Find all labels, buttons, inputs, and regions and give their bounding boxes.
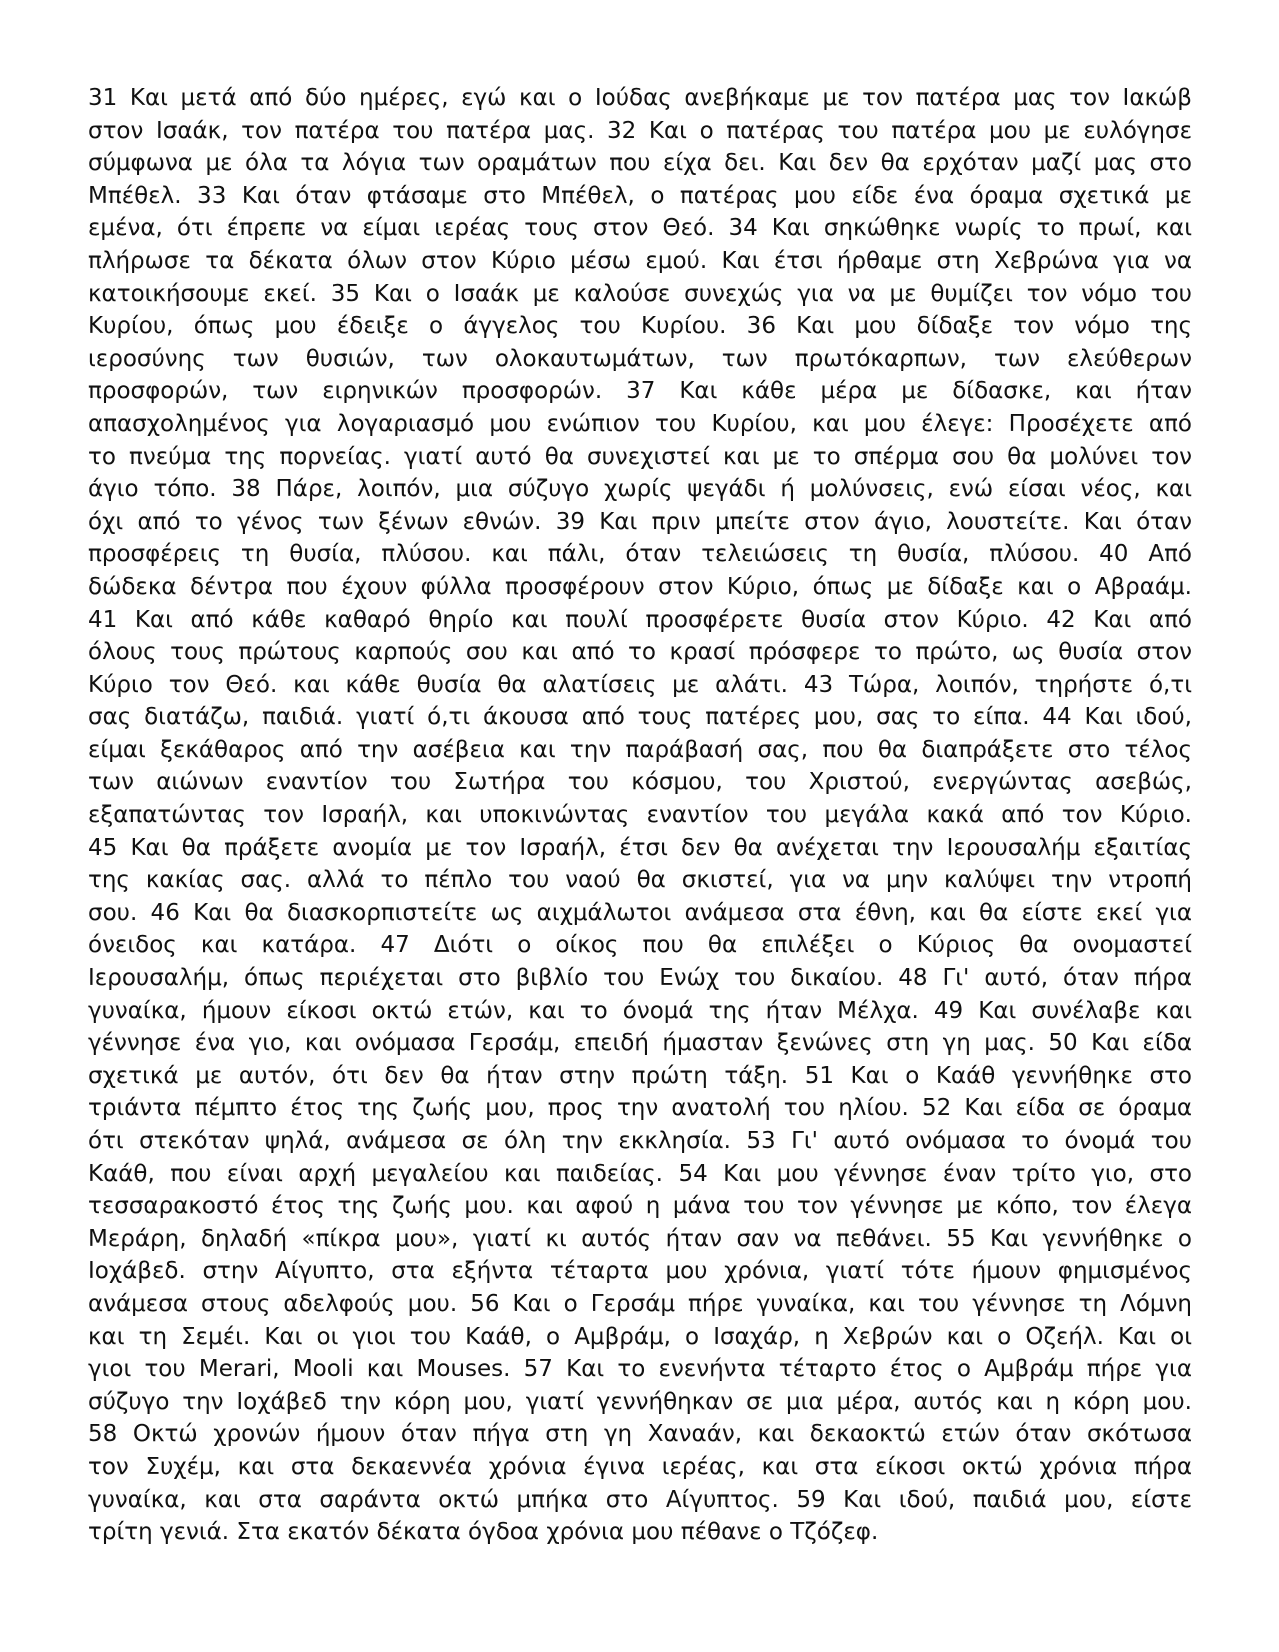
text-line: των αιώνων εναντίον του Σωτήρα του κόσμου, του Χριστού, ενεργώντας ασεβώς, — [88, 769, 1192, 796]
text-line: εμένα, ότι έπρεπε να είμαι ιερέας τους στον Θεό. 34 Και σηκώθηκε νωρίς το πρωί, και — [88, 215, 1192, 242]
text-line: στον Ισαάκ, τον πατέρα του πατέρα μας. 32 Και ο πατέρας του πατέρα μου με ευλόγησε — [88, 117, 1192, 144]
document-page — [88, 82, 1192, 1549]
text-line: εξαπατώντας τον Ισραήλ, και υποκινώντας εναντίον του μεγάλα κακά από τον Κύριο. — [88, 802, 1192, 829]
text-line: όλους τους πρώτους καρπούς σου και από το κρασί πρόσφερε το πρώτο, ως θυσία στον — [88, 639, 1192, 666]
text-line: σας διατάζω, παιδιά. γιατί ό,τι άκουσα από τους πατέρες μου, σας το είπα. 44 Και ιδού, — [88, 704, 1192, 731]
text-line: 31 Και μετά από δύο ημέρες, εγώ και ο Ιούδας ανεβήκαμε με τον πατέρα μας τον Ιακώβ — [88, 85, 1192, 111]
text-line: όχι από το γένος των ξένων εθνών. 39 Και πριν μπείτε στον άγιο, λουστείτε. Και όταν — [88, 508, 1192, 535]
text-line: είμαι ξεκάθαρος από την ασέβεια και την παράβασή σας, που θα διαπράξετε στο τέλος — [88, 736, 1192, 763]
text-line: ιεροσύνης των θυσιών, των ολοκαυτωμάτων, των πρωτόκαρπων, των ελεύθερων — [88, 345, 1192, 372]
text-line: το πνεύμα της πορνείας. γιατί αυτό θα συνεχιστεί και με το σπέρμα σου θα μολύνει τον — [88, 443, 1192, 470]
text-line: 41 Και από κάθε καθαρό θηρίο και πουλί προσφέρετε θυσία στον Κύριο. 42 Και από — [88, 606, 1192, 633]
text-line: άγιο τόπο. 38 Πάρε, λοιπόν, μια σύζυγο χωρίς ψεγάδι ή μολύνσεις, ενώ είσαι νέος, και — [88, 476, 1192, 503]
text-line: ανάμεσα στους αδελφούς μου. 56 Και ο Γερσάμ πήρε γυναίκα, και του γέννησε τη Λόμνη — [88, 1290, 1192, 1317]
text-line: 45 Και θα πράξετε ανομία με τον Ισραήλ, έτσι δεν θα ανέχεται την Ιερουσαλήμ εξαιτίας — [88, 834, 1192, 861]
text-line: γιοι του Merari, Mooli και Mouses. 57 Και το ενενήντα τέταρτο έτος ο Αμβράμ πήρε για — [88, 1356, 1192, 1383]
text-line: Κύριο τον Θεό. και κάθε θυσία θα αλατίσεις με αλάτι. 43 Τώρα, λοιπόν, τηρήστε ό,τι — [88, 671, 1192, 698]
text-line: γυναίκα, και στα σαράντα οκτώ μπήκα στο Αίγυπτος. 59 Και ιδού, παιδιά μου, είστε — [88, 1486, 1192, 1513]
text-line: 58 Οκτώ χρονών ήμουν όταν πήγα στη γη Χαναάν, και δεκαοκτώ ετών όταν σκότωσα — [88, 1421, 1192, 1448]
text-line: γέννησε ένα γιο, και ονόμασα Γερσάμ, επειδή ήμασταν ξενώνες στη γη μας. 50 Και είδα — [88, 1030, 1192, 1057]
text-line: της κακίας σας. αλλά το πέπλο του ναού θα σκιστεί, για να μην καλύψει την ντροπή — [88, 867, 1192, 894]
text-line: τεσσαρακοστό έτος της ζωής μου. και αφού η μάνα του τον γέννησε με κόπο, τον έλεγα — [88, 1193, 1192, 1220]
text-line: σχετικά με αυτόν, ότι δεν θα ήταν στην πρώτη τάξη. 51 Και ο Καάθ γεννήθηκε στο — [88, 1062, 1192, 1089]
text-line: Καάθ, που είναι αρχή μεγαλείου και παιδείας. 54 Και μου γέννησε έναν τρίτο γιο, στο — [88, 1160, 1192, 1187]
text-line: προσφορών, των ειρηνικών προσφορών. 37 Και κάθε μέρα με δίδασκε, και ήταν — [88, 378, 1192, 405]
text-line: όνειδος και κατάρα. 47 Διότι ο οίκος που θα επιλέξει ο Κύριος θα ονομαστεί — [88, 932, 1192, 959]
text-line: σου. 46 Και θα διασκορπιστείτε ως αιχμάλωτοι ανάμεσα στα έθνη, και θα είστε εκεί για — [88, 899, 1192, 926]
text-line: δώδεκα δέντρα που έχουν φύλλα προσφέρουν στον Κύριο, όπως με δίδαξε και ο Αβραάμ. — [88, 573, 1192, 600]
text-line: απασχολημένος για λογαριασμό μου ενώπιον του Κυρίου, και μου έλεγε: Προσέχετε από — [88, 410, 1192, 437]
text-line: γυναίκα, ήμουν είκοσι οκτώ ετών, και το όνομά της ήταν Μέλχα. 49 Και συνέλαβε και — [88, 997, 1192, 1024]
text-line: τον Συχέμ, και στα δεκαεννέα χρόνια έγινα ιερέας, και στα είκοσι οκτώ χρόνια πήρα — [88, 1453, 1192, 1480]
text-line: Μεράρη, δηλαδή «πίκρα μου», γιατί κι αυτός ήταν σαν να πεθάνει. 55 Και γεννήθηκε ο — [88, 1225, 1192, 1252]
text-line: ότι στεκόταν ψηλά, ανάμεσα σε όλη την εκκλησία. 53 Γι' αυτό ονόμασα το όνομά του — [88, 1128, 1192, 1154]
text-line: τριάντα πέμπτο έτος της ζωής μου, προς την ανατολή του ηλίου. 52 Και είδα σε όραμα — [88, 1095, 1192, 1122]
text-line: προσφέρεις τη θυσία, πλύσου. και πάλι, όταν τελειώσεις τη θυσία, πλύσου. 40 Από — [88, 541, 1192, 568]
text-line: Μπέθελ. 33 Και όταν φτάσαμε στο Μπέθελ, ο πατέρας μου είδε ένα όραμα σχετικά με — [88, 182, 1192, 209]
text-line: Ιερουσαλήμ, όπως περιέχεται στο βιβλίο του Ενώχ του δικαίου. 48 Γι' αυτό, όταν πήρα — [88, 965, 1192, 992]
text-line: Ιοχάβεδ. στην Αίγυπτο, στα εξήντα τέταρτα μου χρόνια, γιατί τότε ήμουν φημισμένος — [88, 1258, 1192, 1285]
text-line: πλήρωσε τα δέκατα όλων στον Κύριο μέσω εμού. Και έτσι ήρθαμε στη Χεβρώνα για να — [88, 247, 1192, 274]
text-line: κατοικήσουμε εκεί. 35 Και ο Ισαάκ με καλούσε συνεχώς για να με θυμίζει τον νόμο του — [88, 280, 1192, 307]
text-line: σύμφωνα με όλα τα λόγια των οραμάτων που είχα δει. Και δεν θα ερχόταν μαζί μας στο — [88, 150, 1192, 177]
text-line-last: τρίτη γενιά. Στα εκατόν δέκατα όγδοα χρόνια μου πέθανε ο Τζόζεφ. — [88, 1519, 879, 1546]
text-line: Κυρίου, όπως μου έδειξε ο άγγελος του Κυρίου. 36 Και μου δίδαξε τον νόμο της — [88, 313, 1192, 340]
text-line: και τη Σεμέι. Και οι γιοι του Καάθ, ο Αμβράμ, ο Ισαχάρ, η Χεβρών και ο Οζεήλ. Και οι — [88, 1323, 1192, 1350]
body-text — [88, 82, 1192, 1549]
text-line: σύζυγο την Ιοχάβεδ την κόρη μου, γιατί γεννήθηκαν σε μια μέρα, αυτός και η κόρη μου. — [88, 1388, 1192, 1415]
